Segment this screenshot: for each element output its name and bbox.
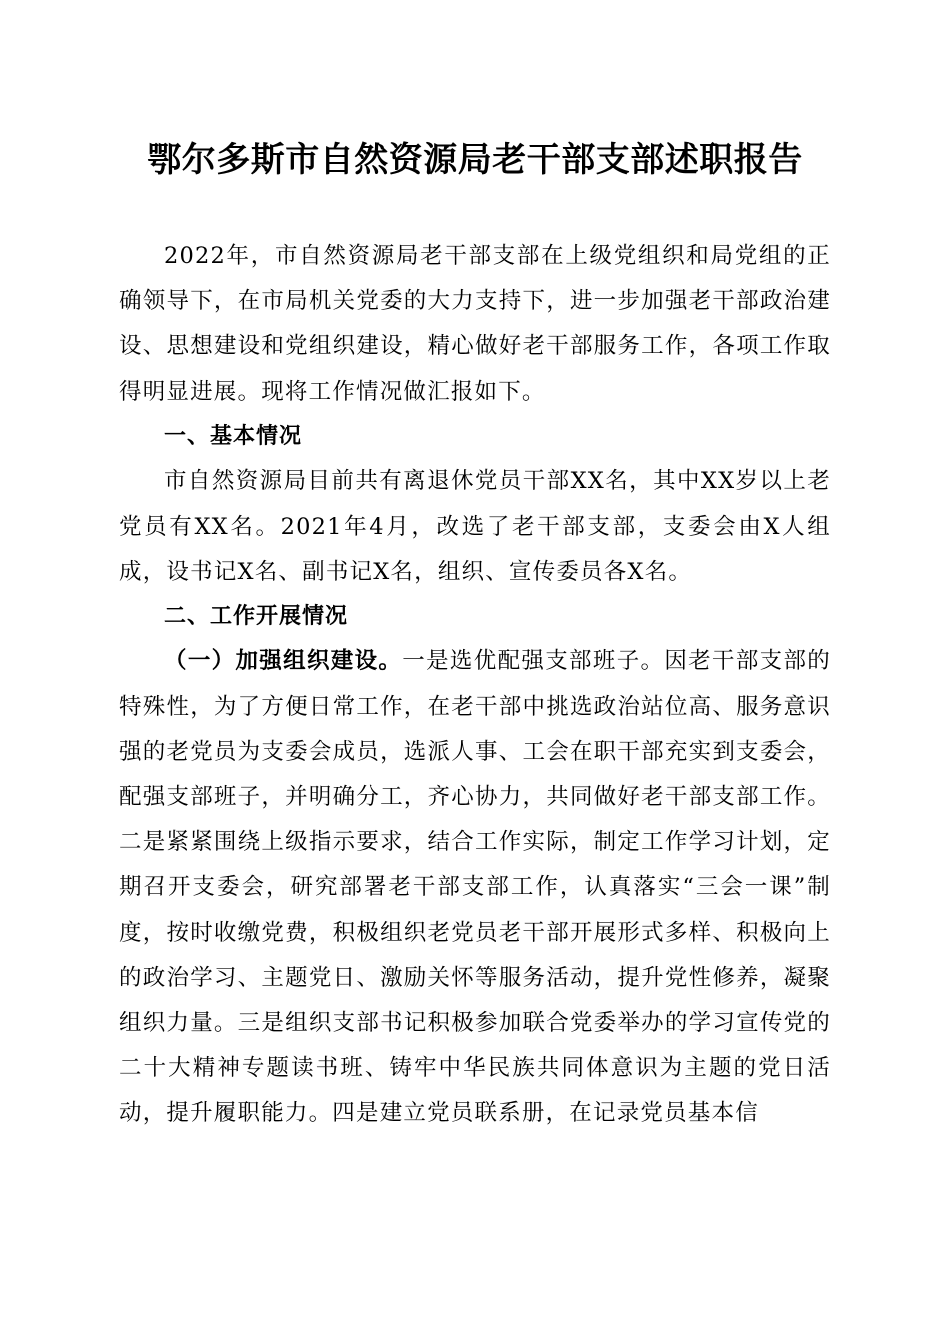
section-1-paragraph: 市自然资源局目前共有离退休党员干部XX名，其中XX岁以上老党员有XX名。2021年4月，改选了老干部支部，支委会由X人组成，设书记X名、副书记X名，组织、宣传委员各X名。	[119, 468, 831, 585]
intro-paragraph: 2022年，市自然资源局老干部支部在上级党组织和局党组的正确领导下，在市局机关党委的大力支持下，进一步加强老干部政治建设、思想建设和党组织建设，精心做好老干部服务工作，各项工作取得明显进展。现将工作情况做汇报如下。	[119, 243, 831, 405]
subsection-1-label: （一）加强组织建设。	[164, 648, 403, 675]
section-1-heading: 一、基本情况	[164, 423, 303, 449]
section-2-heading: 二、工作开展情况	[164, 603, 349, 629]
subsection-1-text: 一是选优配强支部班子。因老干部支部的特殊性，为了方便日常工作，在老干部中挑选政治站位高、服务意识强的老党员为支委会成员，选派人事、工会在职干部充实到支委会，配强支部班子，并明确分工，齐心协力，共同做好老干部支部工作。二是紧紧围绕上级指示要求，结合工作实际，制定工作学习计划，定期召开支委会，研究部署老干部支部工作，认真落实“三会一课”制度，按时收缴党费，积极组织老党员老干部开展形式多样、积极向上的政治学习、主题党日、激励关怀等服务活动，提升党性修养，凝聚组织力量。三是组织支部书记积极参加联合党委举办的学习宣传党的二十大精神专题读书班、铸牢中华民族共同体意识为主题的党日活动，提升履职能力。四是建立党员联系册，在记录党员基本信	[119, 648, 831, 1127]
section-2-paragraph	[119, 639, 831, 1136]
document-body	[119, 234, 831, 1137]
document-title: 鄂尔多斯市自然资源局老干部支部述职报告	[147, 140, 803, 180]
